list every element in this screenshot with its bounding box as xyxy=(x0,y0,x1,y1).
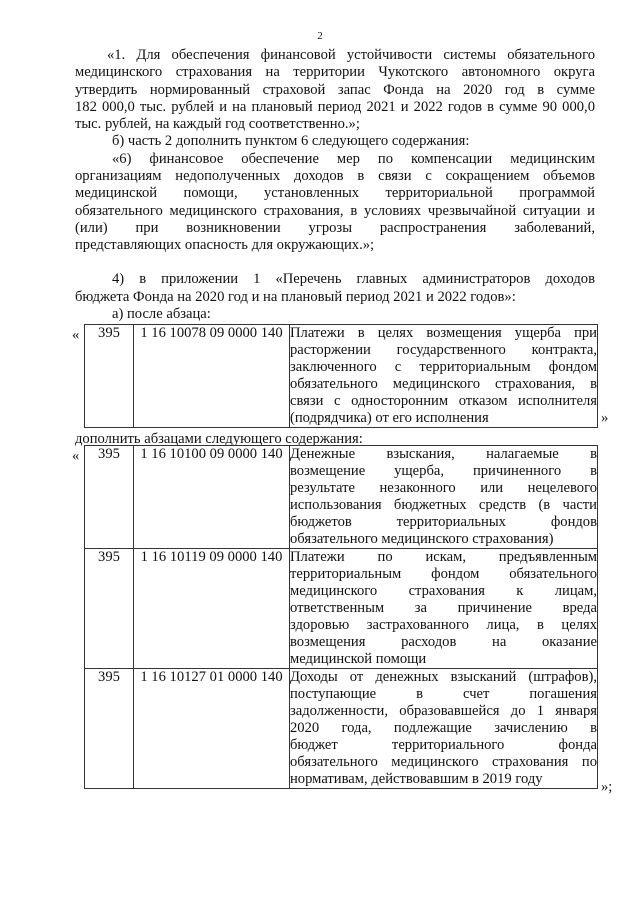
admin-code-cell: 395 xyxy=(85,549,134,669)
paragraph-line: организациям недополученных доходов в связи с сокращением объемов xyxy=(75,168,595,184)
revenue-name-cell: Доходы от денежных взысканий (штрафов), поступающие в счет погашения задолженности, образовавшейся до 1 января 2020 года, подлежащие зачислению в бюджет территориального фонда обязательного медицинского страхования по нормативам, действовавшим в 2019 году xyxy=(290,669,597,787)
paragraph-line: обязательного медицинского страхования, в условиях чрезвычайной ситуации и xyxy=(75,203,595,219)
table-row xyxy=(85,446,598,549)
table-row xyxy=(85,325,598,428)
revenue-name-cell: Платежи по искам, предъявленным территориальным фондом обязательного медицинского страхования к лицам, ответственным за причинение вреда здоровью застрахованного лица, в целях возмещения расходов на оказание медицинской помощи xyxy=(290,549,597,667)
paragraph-line: медицинского страхования на территории Чукотского автономного округа xyxy=(75,64,595,80)
revenue-codes-table-added xyxy=(84,445,598,789)
revenue-name-cell: Денежные взыскания, налагаемые в возмещение ущерба, причиненного в результате незаконного или нецелевого использования бюджетных средств (в части бюджетов территориальных фондов обязательного медицинского страхования) xyxy=(290,446,597,547)
open-quote: « xyxy=(72,327,80,343)
paragraph-line: 4) в приложении 1 «Перечень главных администраторов доходов xyxy=(112,271,595,287)
paragraph-line: «6) финансовое обеспечение мер по компенсации медицинским xyxy=(112,151,595,167)
open-quote: « xyxy=(72,448,80,464)
paragraph-line: утвердить нормированный страховой запас Фонда на 2020 год в сумме xyxy=(75,82,595,98)
page-number: 2 xyxy=(317,30,323,42)
paragraph-line: а) после абзаца: xyxy=(112,306,211,322)
revenue-codes-table-before xyxy=(84,324,598,428)
paragraph-line: бюджета Фонда на 2020 год и на плановый период 2021 и 2022 годов»: xyxy=(75,289,516,305)
admin-code-cell: 395 xyxy=(85,325,134,428)
revenue-code-cell: 1 16 10119 09 0000 140 xyxy=(134,549,290,669)
paragraph-line: «1. Для обеспечения финансовой устойчивости системы обязательного xyxy=(107,47,595,63)
revenue-code-cell: 1 16 10127 01 0000 140 xyxy=(134,669,290,789)
admin-code-cell: 395 xyxy=(85,446,134,549)
revenue-name-cell: Платежи в целях возмещения ущерба при расторжении государственного контракта, заключенного с территориальным фондом обязательного медицинского страхования, в связи с односторонним отказом исполнителя (подрядчика) от его исполнения xyxy=(290,325,597,426)
paragraph-line: б) часть 2 дополнить пунктом 6 следующего содержания: xyxy=(112,133,470,149)
paragraph-line: дополнить абзацами следующего содержания: xyxy=(75,431,363,447)
table-row xyxy=(85,549,598,669)
paragraph-line: 182 000,0 тыс. рублей и на плановый период 2021 и 2022 годов в сумме 90 000,0 xyxy=(75,99,595,115)
table-row xyxy=(85,669,598,789)
close-quote: »; xyxy=(601,779,613,795)
paragraph-line: медицинской помощи, установленных территориальной программой xyxy=(75,185,595,201)
paragraph-line: представляющих опасность для окружающих.»; xyxy=(75,237,375,253)
revenue-code-cell: 1 16 10078 09 0000 140 xyxy=(134,325,290,428)
paragraph-line: тыс. рублей, на каждый год соответственно.»; xyxy=(75,116,360,132)
close-quote: » xyxy=(601,410,609,426)
paragraph-line: (или) при возникновении угрозы распространения заболеваний, xyxy=(75,220,595,236)
revenue-code-cell: 1 16 10100 09 0000 140 xyxy=(134,446,290,549)
admin-code-cell: 395 xyxy=(85,669,134,789)
